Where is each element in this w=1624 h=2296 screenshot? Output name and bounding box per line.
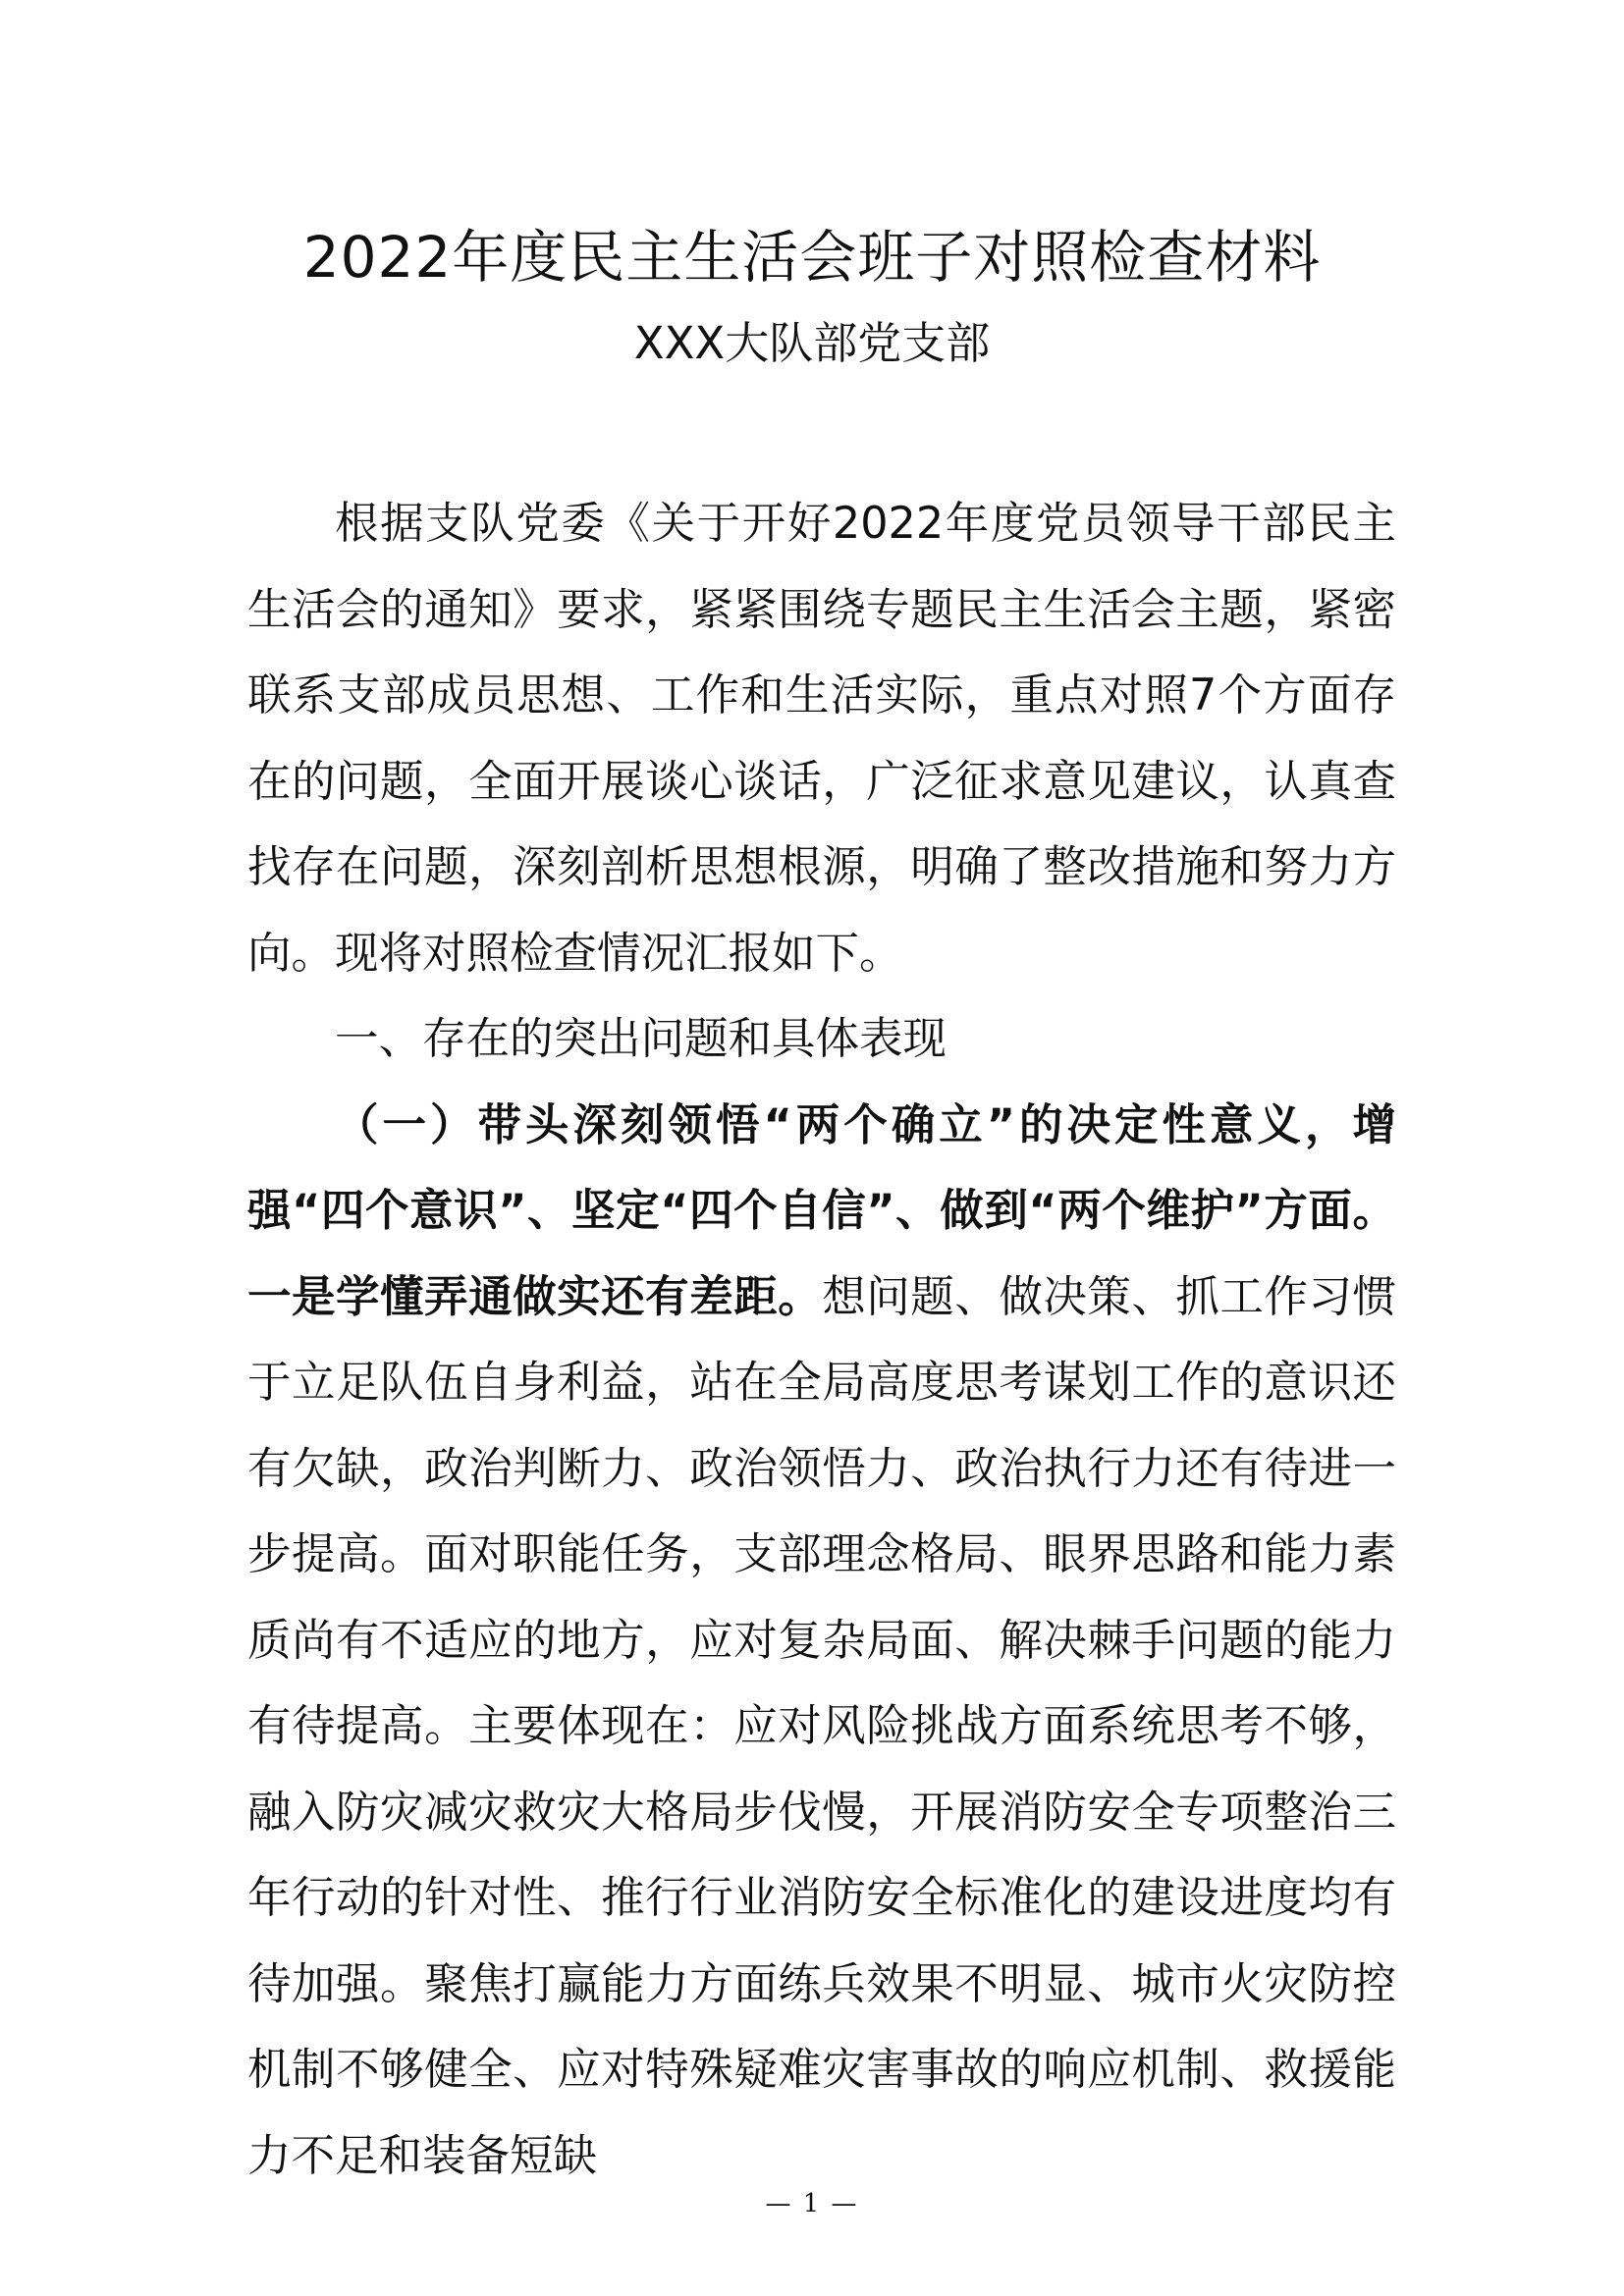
document-body xyxy=(247,481,1396,2199)
section-heading: 一、存在的突出问题和具体表现 xyxy=(335,1014,947,1064)
page-number: — 1 — xyxy=(765,2189,859,2218)
subsection-paragraph xyxy=(247,1083,1396,2200)
subsection-body-text: 想问题、做决策、抓工作习惯于立足队伍自身利益，站在全局高度思考谋划工作的意识还有欠缺，政治判断力、政治领悟力、政治执行力还有待进一步提高。面对职能任务，支部理念格局、眼界思路和能力素质尚有不适应的地方，应对复杂局面、解决棘手问题的能力有待提高。主要体现在：应对风险挑战方面系统思考不够，融入防灾减灾救灾大格局步伐慢，开展消防安全专项整治三年行动的针对性、推行行业消防安全标准化的建设进度均有待加强。聚焦打赢能力方面练兵效果不明显、城市火灾防控机制不够健全、应对特殊疑难灾害事故的响应机制、救援能力不足和装备短缺 xyxy=(247,1271,1396,2181)
document-subtitle: XXX大队部党支部 xyxy=(633,317,991,369)
subsection-bold-lead: （一）带头深刻领悟“两个确立”的决定性意义，增强“四个意识”、坚定“四个自信”、做到“两个维护”方面。一是学懂弄通做实还有差距。 xyxy=(247,1099,1396,1322)
document-title: 2022年度民主生活会班子对照检查材料 xyxy=(302,224,1322,291)
intro-paragraph: 根据支队党委《关于开好2022年度党员领导干部民主生活会的通知》要求，紧紧围绕专题民主生活会主题，紧密联系支部成员思想、工作和生活实际，重点对照7个方面存在的问题，全面开展谈心谈话，广泛征求意见建议，认真查找存在问题，深刻剖析思想根源，明确了整改措施和努力方向。现将对照检查情况汇报如下。 xyxy=(247,499,1396,979)
